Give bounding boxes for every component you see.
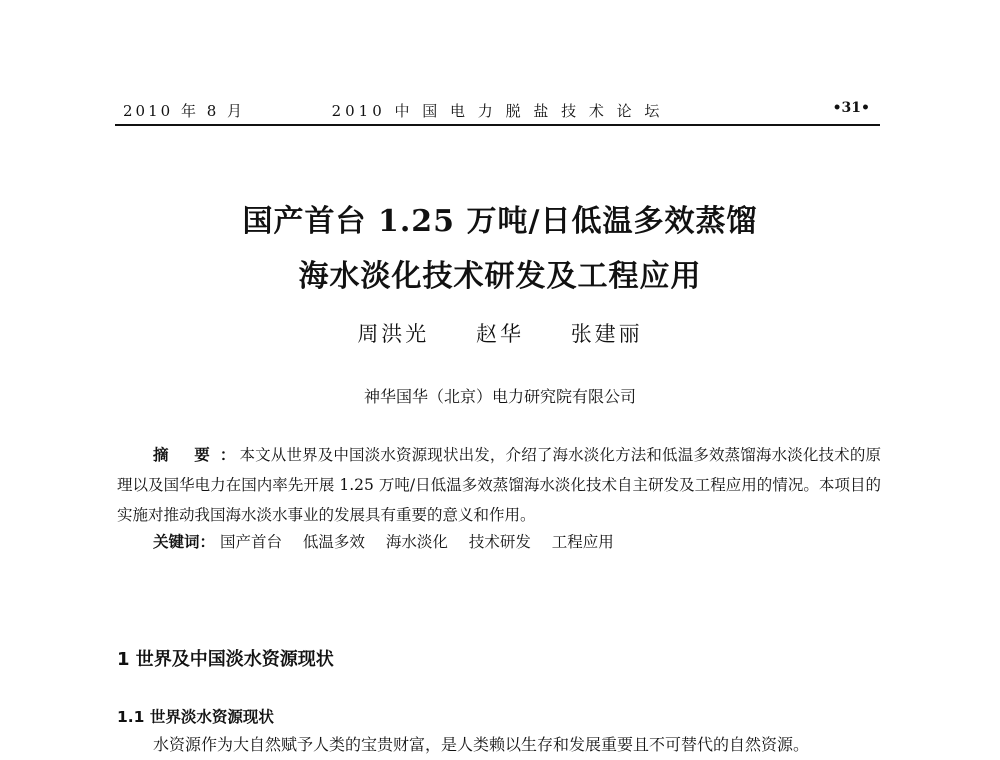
author-name: 周洪光 [357,322,430,346]
keyword: 低温多效 [302,533,365,551]
abstract-label: 摘 要： [153,445,246,464]
keywords-label: 关键词： [153,532,216,551]
header-journal-title: 2010 中 国 电 力 脱 盐 技 术 论 坛 [331,102,664,120]
author-list [0,318,1000,348]
article-title-line-1: 国产首台 1.25 万吨/日低温多效蒸馏 [242,204,758,239]
abstract [117,440,881,530]
keyword: 工程应用 [551,533,614,551]
author-name: 张建丽 [570,322,643,346]
abstract-text: 本文从世界及中国淡水资源现状出发，介绍了海水淡化方法和低温多效蒸馏海水淡化技术的原理以及国华电力在国内率先开展 1.25 万吨/日低温多效蒸馏海水淡化技术自主研发及工程应用的情况。本项目的实施对推动我国海水淡水事业的发展具有重要的意义和作用。 [117,446,881,524]
keyword: 技术研发 [468,533,531,551]
keyword: 国产首台 [219,533,282,551]
keyword: 海水淡化 [385,533,448,551]
running-header [115,96,880,126]
article-title-line-2: 海水淡化技术研发及工程应用 [298,259,702,294]
keywords [153,530,630,552]
subsection-heading: 1.1 世界淡水资源现状 [117,708,274,726]
header-page-number: •31• [832,100,870,116]
author-affiliation: 神华国华（北京）电力研究院有限公司 [363,387,636,406]
header-date: 2010 年 8 月 [123,102,246,120]
body-paragraph: 水资源作为大自然赋予人类的宝贵财富，是人类赖以生存和发展重要且不可替代的自然资源。 [153,735,810,754]
author-name: 赵华 [476,322,524,346]
section-heading: 1 世界及中国淡水资源现状 [117,649,334,670]
